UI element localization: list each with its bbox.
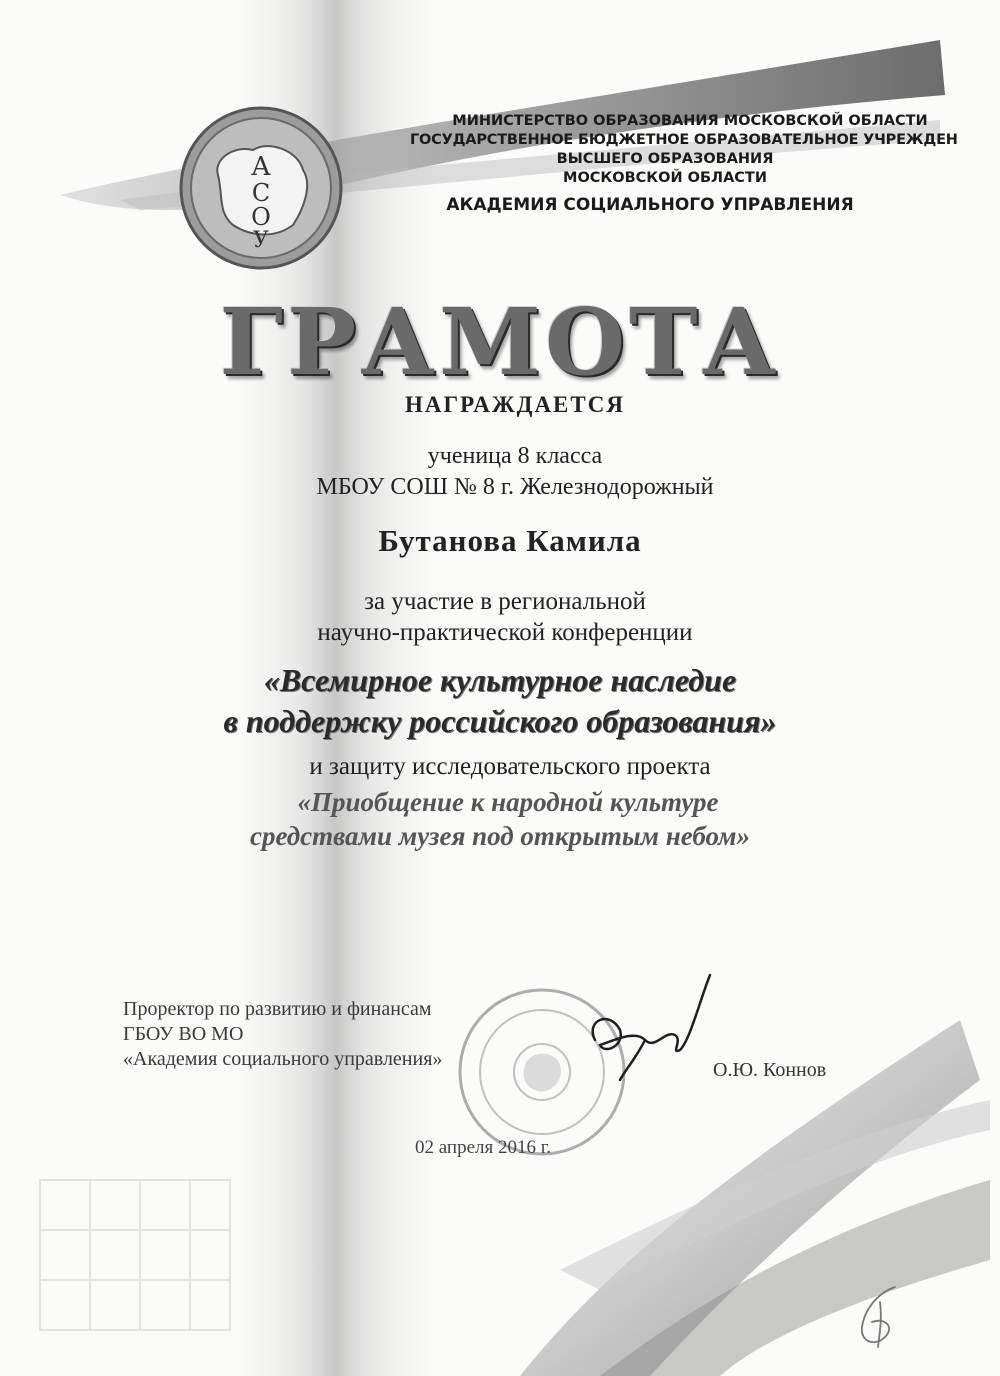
academy-name: АКАДЕМИЯ СОЦИАЛЬНОГО УПРАВЛЕНИЯ — [446, 195, 854, 215]
signatory-org-name: «Академия социального управления» — [123, 1048, 443, 1070]
svg-text:С: С — [251, 179, 271, 207]
svg-text:О: О — [251, 203, 271, 231]
recipient-school: МБОУ СОШ № 8 г. Железнодорожный — [316, 474, 714, 500]
certificate-title: ГРАМОТА — [219, 288, 781, 396]
signatory-org-short: ГБОУ ВО МО — [123, 1023, 244, 1045]
project-defense-text: и защиту исследовательского проекта — [309, 753, 711, 780]
awarded-label: НАГРАЖДАЕТСЯ — [405, 392, 625, 417]
svg-text:У: У — [253, 228, 269, 253]
institution-type: ГОСУДАРСТВЕННОЕ БЮДЖЕТНОЕ ОБРАЗОВАТЕЛЬНОЕ УЧРЕЖДЕН — [410, 132, 958, 148]
ministry-name: МИНИСТЕРСТВО ОБРАЗОВАНИЯ МОСКОВСКОЙ ОБЛАСТИ — [452, 113, 928, 129]
signatory-block — [123, 997, 442, 1072]
recipient-grade: ученица 8 класса — [427, 443, 603, 469]
institution-region: МОСКОВСКОЙ ОБЛАСТИ — [563, 170, 767, 186]
issue-date: 02 апреля 2016 г. — [415, 1137, 552, 1158]
reason-line-1: за участие в региональной — [364, 588, 646, 615]
project-title-line-1: «Приобщение к народной культуре — [297, 787, 719, 817]
project-title-line-2: средствами музея под открытым небом» — [249, 821, 751, 851]
conference-title-line-2: в поддержку российского образования» — [223, 703, 777, 739]
academy-logo — [178, 105, 344, 271]
conference-title-line-1: «Всемирное культурное наследие — [263, 662, 737, 698]
handwritten-signature — [565, 970, 715, 1090]
signatory-position: Проректор по развитию и финансам — [123, 998, 432, 1020]
institution-level: ВЫСШЕГО ОБРАЗОВАНИЯ — [556, 151, 774, 167]
recipient-name: Бутанова Камила — [378, 523, 642, 558]
signatory-name: О.Ю. Коннов — [713, 1059, 827, 1081]
reason-line-2: научно-практической конференции — [317, 619, 693, 646]
issuer-header — [390, 112, 958, 215]
svg-text:А: А — [251, 152, 271, 182]
handwritten-mark — [850, 1282, 910, 1352]
